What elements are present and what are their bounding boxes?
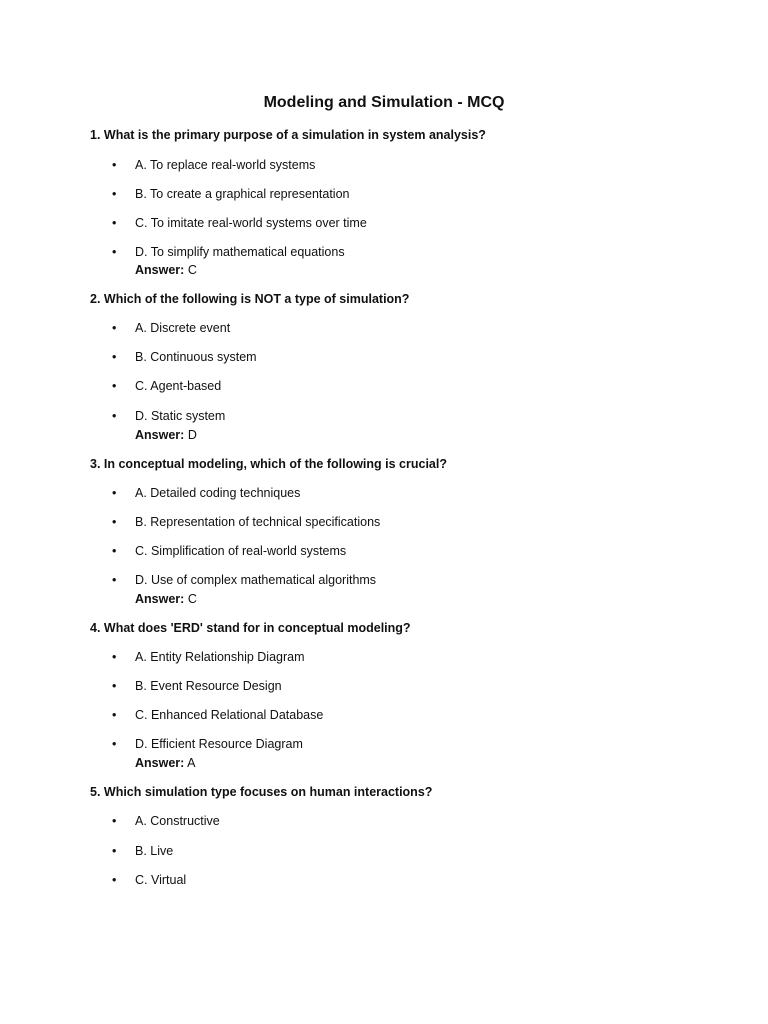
answer-2 bbox=[135, 427, 197, 443]
option-4d: D. Efficient Resource Diagram bbox=[135, 737, 303, 751]
bullet-icon: • bbox=[112, 187, 117, 201]
answer-label: Answer: bbox=[135, 592, 185, 606]
option-1b: B. To create a graphical representation bbox=[135, 187, 350, 201]
bullet-icon: • bbox=[112, 844, 117, 858]
answer-3 bbox=[135, 591, 197, 607]
bullet-icon: • bbox=[112, 573, 117, 587]
question-2: 2. Which of the following is NOT a type of simulation? bbox=[90, 292, 410, 306]
option-1d: D. To simplify mathematical equations bbox=[135, 245, 345, 259]
question-3: 3. In conceptual modeling, which of the following is crucial? bbox=[90, 457, 447, 471]
question-4: 4. What does 'ERD' stand for in conceptual modeling? bbox=[90, 621, 411, 635]
answer-label: Answer: bbox=[135, 756, 185, 770]
answer-value: C bbox=[187, 263, 197, 277]
answer-value: D bbox=[187, 428, 197, 442]
option-1c: C. To imitate real-world systems over time bbox=[135, 216, 367, 230]
option-3b: B. Representation of technical specifications bbox=[135, 515, 381, 529]
bullet-icon: • bbox=[112, 515, 117, 529]
option-2d: D. Static system bbox=[135, 409, 226, 423]
option-4c: C. Enhanced Relational Database bbox=[135, 708, 324, 722]
option-2b: B. Continuous system bbox=[135, 350, 257, 364]
option-3a: A. Detailed coding techniques bbox=[135, 486, 301, 500]
answer-label: Answer: bbox=[135, 263, 185, 277]
option-5c: C. Virtual bbox=[135, 873, 187, 887]
bullet-icon: • bbox=[112, 737, 117, 751]
bullet-icon: • bbox=[112, 216, 117, 230]
option-5a: A. Constructive bbox=[135, 814, 220, 828]
option-4b: B. Event Resource Design bbox=[135, 679, 282, 693]
bullet-icon: • bbox=[112, 486, 117, 500]
bullet-icon: • bbox=[112, 350, 117, 364]
option-3d: D. Use of complex mathematical algorithms bbox=[135, 573, 377, 587]
bullet-icon: • bbox=[112, 321, 117, 335]
option-1a: A. To replace real-world systems bbox=[135, 158, 316, 172]
answer-value: C bbox=[187, 592, 197, 606]
bullet-icon: • bbox=[112, 379, 117, 393]
answer-1 bbox=[135, 262, 197, 278]
bullet-icon: • bbox=[112, 708, 117, 722]
question-5: 5. Which simulation type focuses on human interactions? bbox=[90, 785, 433, 799]
page-title: Modeling and Simulation - MCQ bbox=[263, 94, 505, 111]
bullet-icon: • bbox=[112, 814, 117, 828]
question-1: 1. What is the primary purpose of a simulation in system analysis? bbox=[90, 128, 486, 142]
bullet-icon: • bbox=[112, 679, 117, 693]
bullet-icon: • bbox=[112, 409, 117, 423]
bullet-icon: • bbox=[112, 245, 117, 259]
answer-label: Answer: bbox=[135, 428, 185, 442]
option-2c: C. Agent-based bbox=[135, 379, 222, 393]
option-5b: B. Live bbox=[135, 844, 174, 858]
bullet-icon: • bbox=[112, 544, 117, 558]
option-2a: A. Discrete event bbox=[135, 321, 231, 335]
answer-4 bbox=[135, 755, 195, 771]
bullet-icon: • bbox=[112, 650, 117, 664]
bullet-icon: • bbox=[112, 158, 117, 172]
option-3c: C. Simplification of real-world systems bbox=[135, 544, 347, 558]
answer-value: A bbox=[187, 756, 196, 770]
bullet-icon: • bbox=[112, 873, 117, 887]
option-4a: A. Entity Relationship Diagram bbox=[135, 650, 305, 664]
